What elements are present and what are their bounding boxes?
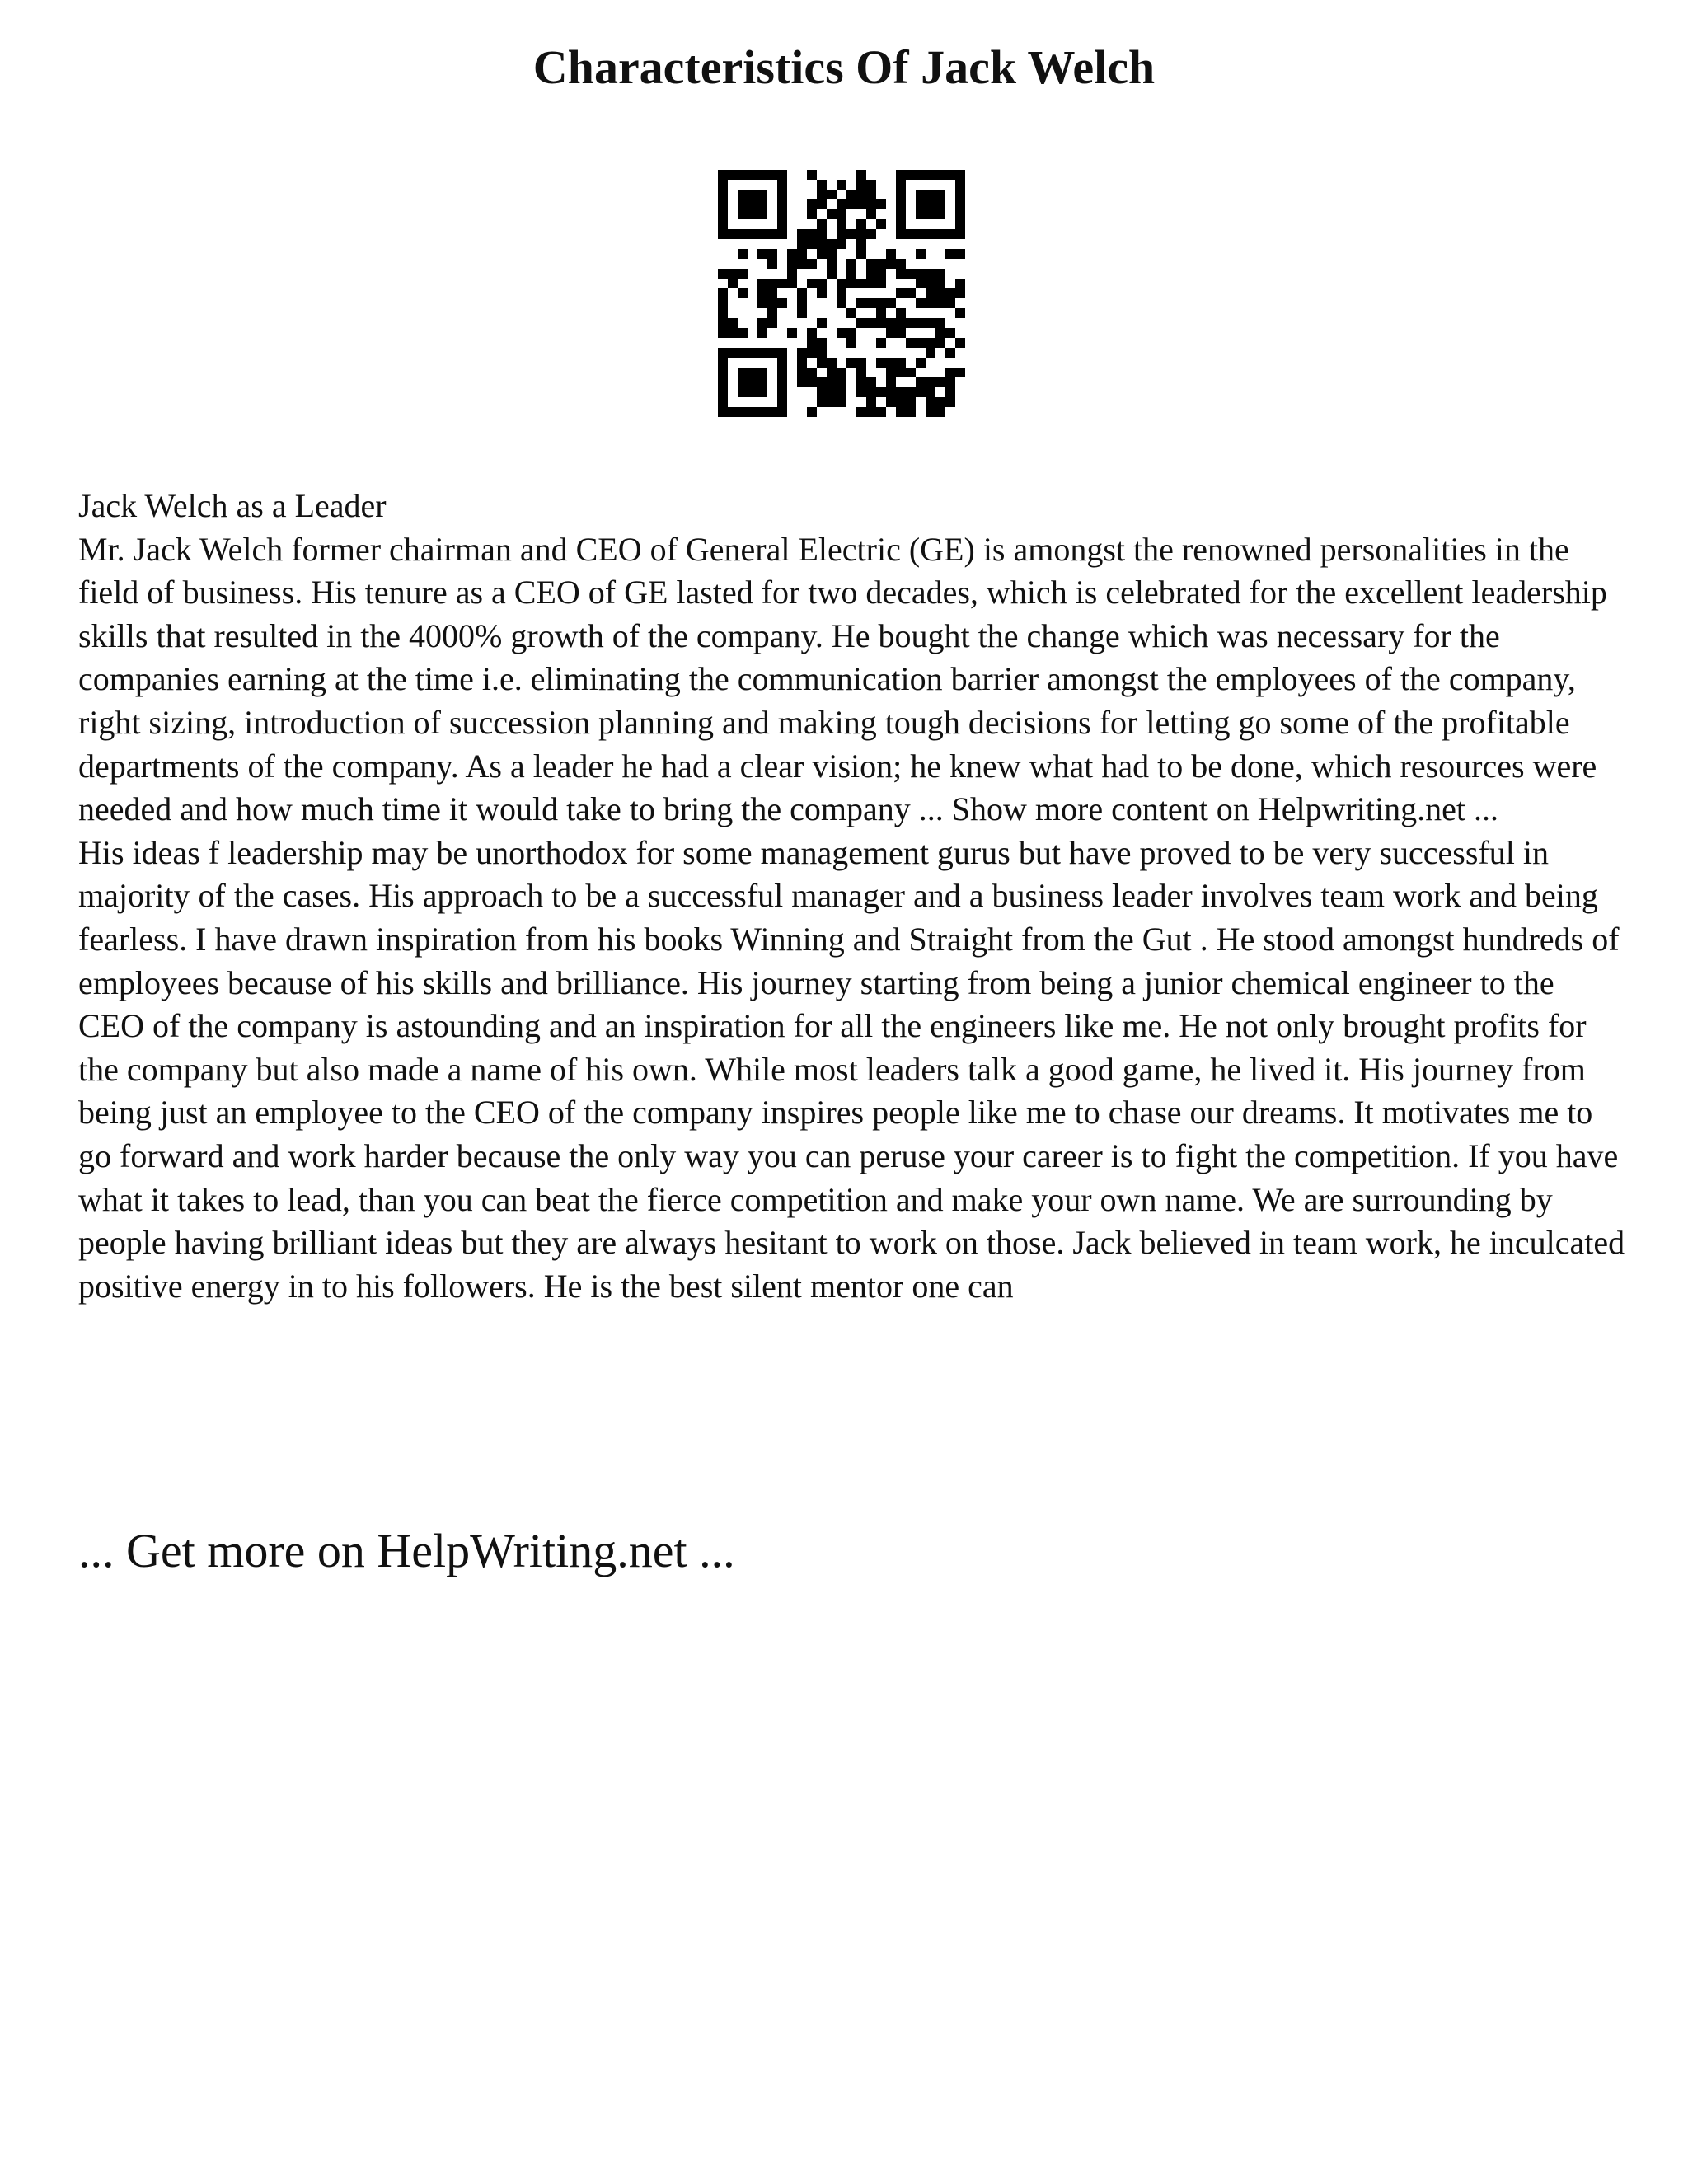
qr-code-icon	[718, 170, 965, 417]
article-body	[78, 485, 1628, 1308]
paragraph-2: His ideas f leadership may be unorthodox for some management gurus but have proved to be very successful in majority of the cases. His approach to be a successful manager and a business leader involves team work and being fearless. I have drawn inspiration from his books Winning and Straight from the Gut . He stood amongst hundreds of employees because of his skills and brilliance. His journey starting from being a junior chemical engineer to the CEO of the company is astounding and an inspiration for all the engineers like me. He not only brought profits for the company but also made a name of his own. While most leaders talk a good game, he lived it. His journey from being just an employee to the CEO of the company inspires people like me to chase our dreams. It motivates me to go forward and work harder because the only way you can peruse your career is to fight the competition. If you have what it takes to lead, than you can beat the fierce competition and make your own name. We are surrounding by people having brilliant ideas but they are always hesitant to work on those. Jack believed in team work, he inculcated positive energy in to his followers. He is the best silent mentor one can	[78, 833, 1625, 1305]
document-title: Characteristics Of Jack Welch	[532, 40, 1156, 94]
get-more-link[interactable]: ... Get more on HelpWriting.net ...	[78, 1524, 735, 1577]
paragraph-1: Mr. Jack Welch former chairman and CEO of General Electric (GE) is amongst the renowned personalities in the field of business. His tenure as a CEO of GE lasted for two decades, which is celebrated for the excellent leadership skills that resulted in the 4000% growth of the company. He bought the change which was necessary for the companies earning at the time i.e. eliminating the communication barrier amongst the employees of the company, right sizing, introduction of succession planning and making tough decisions for letting go some of the profitable departments of the company. As a leader he had a clear vision; he knew what had to be done, which resources were needed and how much time it would take to bring the company ... Show more content on Helpwriting.net ...	[78, 530, 1607, 828]
section-heading: Jack Welch as a Leader	[78, 487, 387, 524]
